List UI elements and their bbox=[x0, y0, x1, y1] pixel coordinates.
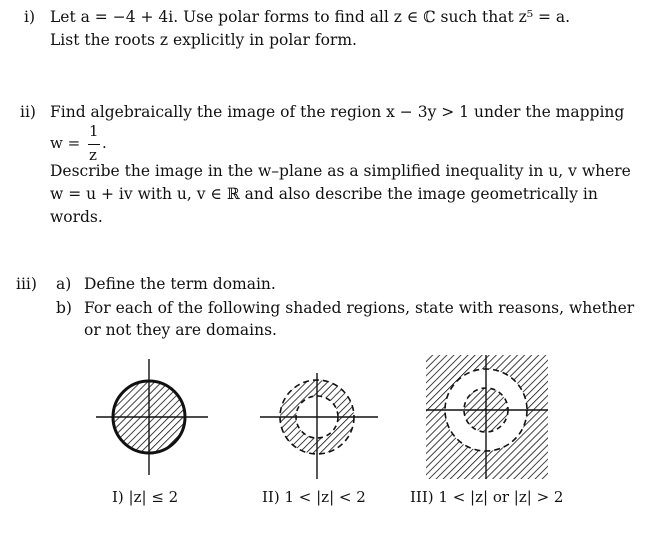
question-2 bbox=[20, 101, 660, 231]
question-3-number: iii) bbox=[16, 275, 37, 293]
question-2-line-4: w = u + iv with u, v ∈ ℝ and also describe the image geometrically in bbox=[50, 185, 598, 203]
question-1-line-2: List the roots z explicitly in polar form. bbox=[50, 31, 357, 49]
mapping-denominator: z bbox=[89, 146, 97, 164]
figure-2-caption: II) 1 < |z| < 2 bbox=[262, 488, 366, 506]
fraction-bar bbox=[88, 144, 100, 145]
figure-3-union-region bbox=[422, 351, 552, 481]
part-b-line-1: For each of the following shaded regions, state with reasons, whether bbox=[84, 299, 635, 317]
part-b-line-2: or not they are domains. bbox=[84, 321, 277, 339]
question-3 bbox=[16, 273, 656, 343]
question-2-line-5: words. bbox=[50, 208, 103, 226]
question-1 bbox=[24, 6, 654, 56]
figure-1-caption: I) |z| ≤ 2 bbox=[112, 488, 179, 506]
question-1-line-1: Let a = −4 + 4i. Use polar forms to find all z ∈ ℂ such that z⁵ = a. bbox=[50, 8, 571, 26]
part-a-text: Define the term domain. bbox=[84, 275, 276, 293]
part-a-label: a) bbox=[56, 275, 72, 293]
question-2-line-1: Find algebraically the image of the region x − 3y > 1 under the mapping bbox=[50, 103, 625, 121]
question-1-number: i) bbox=[24, 8, 36, 26]
question-2-number: ii) bbox=[20, 103, 36, 121]
mapping-numerator: 1 bbox=[89, 122, 99, 140]
question-2-line-3: Describe the image in the w–plane as a simplified inequality in u, v where bbox=[50, 162, 631, 180]
mapping-w-eq: w = bbox=[50, 134, 81, 152]
figure-1-disk bbox=[86, 351, 216, 481]
mapping-equation: w = 1 z . bbox=[50, 122, 107, 164]
figure-3-caption: III) 1 < |z| or |z| > 2 bbox=[410, 488, 564, 506]
figure-2-annulus bbox=[252, 351, 382, 481]
plane-shaded-region bbox=[422, 351, 552, 481]
part-b-label: b) bbox=[56, 299, 72, 317]
